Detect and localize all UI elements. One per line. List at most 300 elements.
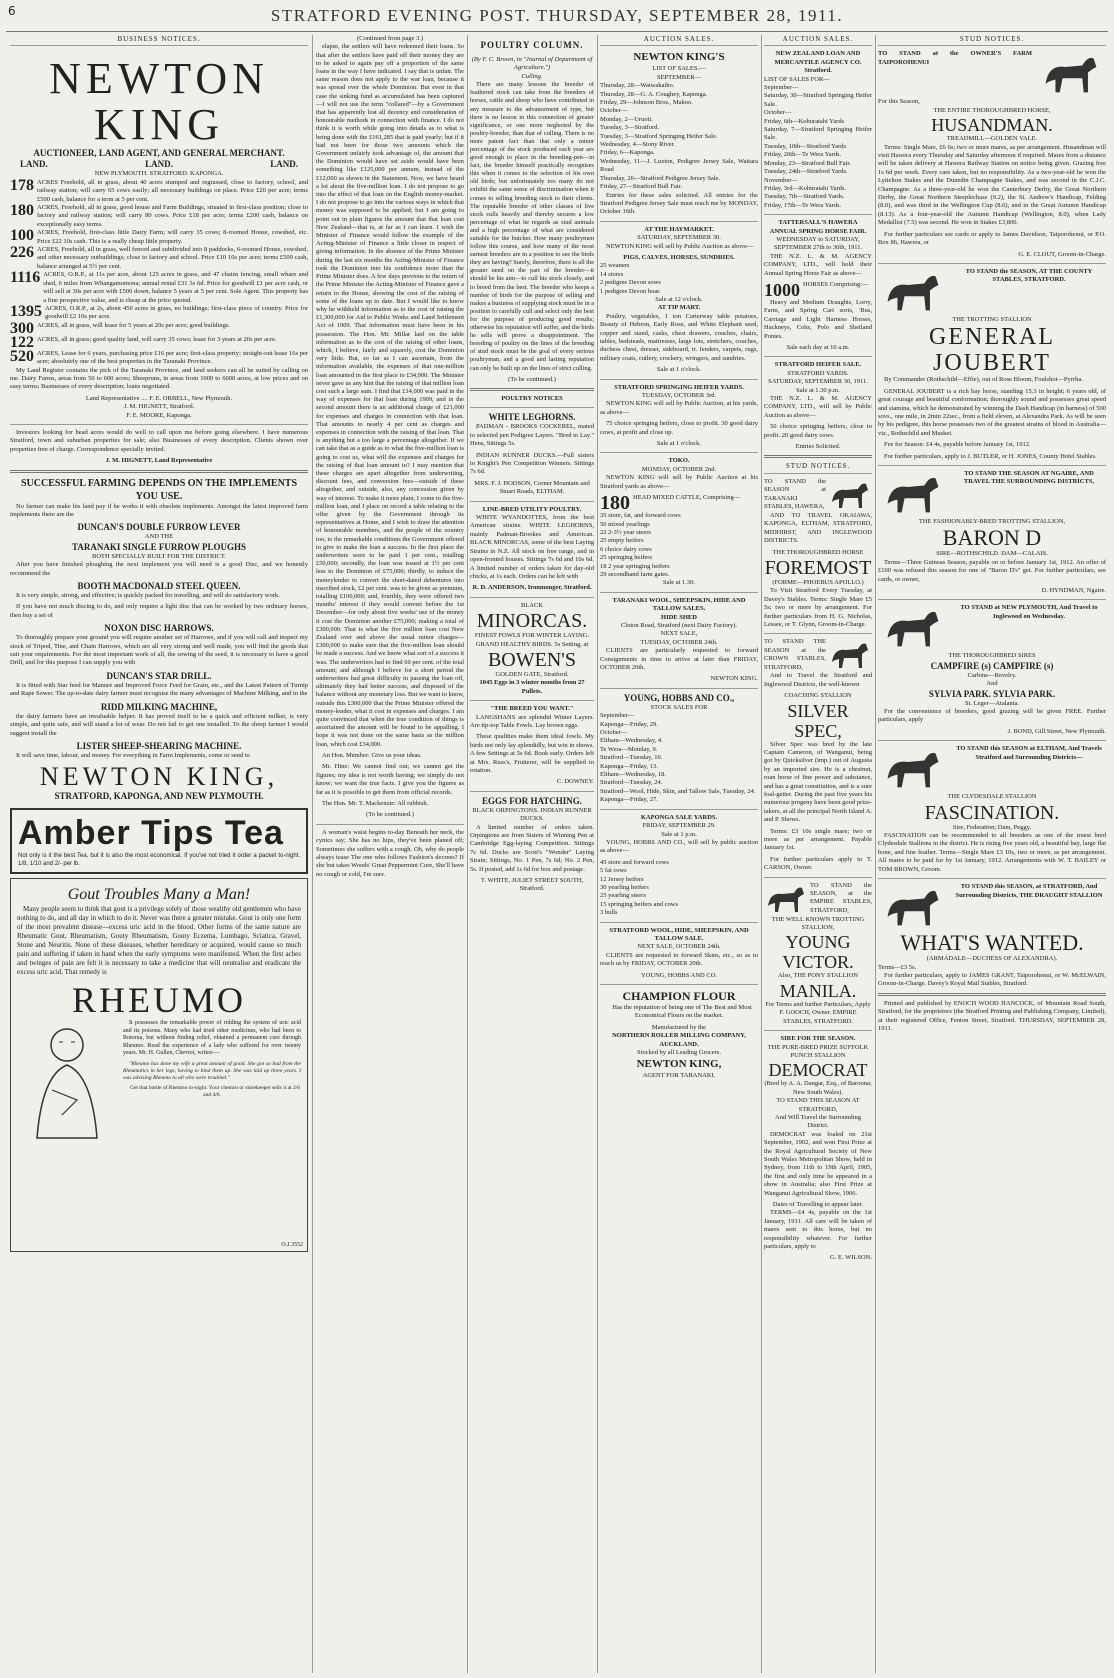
runner-ducks: INDIAN RUNNER DUCKS.—Full sisters to Knight's Pen Competition Winners. Sittings 7s 6d. bbox=[470, 451, 594, 476]
nk-auction: NEWTON KING will sell by Public Auction as above— bbox=[606, 242, 754, 250]
bowens-sub: GOLDEN GATE, Stratford. bbox=[495, 670, 569, 678]
land-label: LAND. bbox=[20, 159, 48, 170]
cattle-lot bbox=[600, 492, 758, 515]
sept-label: SEPTEMBER— bbox=[656, 73, 702, 81]
gout-text: Many people seem to think that gout is a privilege solely of those wealthy old gentlemen who have nothing to do, and all day in which to do it. Never was there a greater mistake. Gout is only one form of the most prevalent disease—excess uric acid in the blood. Other forms of the same nature are Rheumatic Gout, Rheumatism, Gouty Rheumatism, Gouty Eczema, Lumbago, Sciatica, Gravel, Stone and Neuritis. None of these diseases, whether hereditary or acquired, would cause so much pain and suffering if taken in hand when the early symptoms were manifested. When the first aches and twinges of pain are felt it is necessary to take a medicine that will neutralise and eradicate the excess uric acid. That remedy is bbox=[17, 905, 301, 977]
horses-label: HORSES Comprising:— bbox=[803, 280, 869, 288]
sales-list bbox=[764, 84, 872, 210]
yh-sales bbox=[600, 721, 758, 805]
cattle-heading: HEAD MIXED CATTLE, Comprising— bbox=[633, 494, 741, 502]
campfire: CAMPFIRE (s) CAMPFIRE (s) bbox=[930, 660, 1054, 671]
whats-sub: (ARMADALE—DUCHESS OF ALEXANDRA). bbox=[926, 955, 1058, 963]
gj-text: GENERAL JOUBERT is a rich bay horse, standing 15.3 in height; 6 years old, of great courage and beautiful conformation; thoroughly sound and possesses great speed and stamina, which he demonstrated by winning the Dash Handicap (in harness) of 500 sovs., one mile, in 2min 22sec., from a field eleven, at Alexandra Park. As will be seen by his pedigree, this horse possesses two of the greatest strains of blood in Australia—viz., Rothschild and Musket. bbox=[878, 387, 1106, 437]
product-text: To thoroughly prepare your ground you will require another set of Harrows, and if you will call and inspect my stock of Tripod, Tine, and Chain Harrows, which are all very strong and well made, you will find the goods that suit your requirements. For the most important work of all, the sowing of the seed, it is necessary to have a good Drill, and for this purpose I can supply you with bbox=[10, 634, 308, 667]
horse-icon bbox=[828, 478, 872, 512]
column-divider bbox=[761, 35, 762, 1673]
next-sale: NEXT SALE, bbox=[660, 630, 698, 638]
swool-next: NEXT SALE, OCTOBER 24th. bbox=[637, 943, 721, 951]
swool-text: CLIENTS are requested to forward Skins, etc., so as to reach us by FRIDAY, OCTOBER 20th. bbox=[600, 951, 758, 968]
stratford-yards: STRATFORD YARDS. bbox=[787, 369, 849, 377]
hide-sub: Cloton Road, Stratford (next Dairy Factory). bbox=[620, 621, 738, 629]
whats-apply: For further particulars, apply to JAMES GRANT, Taiporohenui, or W. McELWAIN, Groom-in-Charge. Davey's Royal Mail Stables, Stratford. bbox=[878, 971, 1106, 988]
sale-time: Sale at 1 o'clock. bbox=[656, 366, 702, 374]
list-item: 25 yearling steers bbox=[600, 892, 646, 900]
lot-description: ACRES, O.R.P., at 11s per acre, about 125 acres in grass, and 47 chains fencing, small whare and shed, 6 miles from Whangamomona; annual rental £31 3s 6d. Price for goodwill £1 per acre cash, or will sell at 30s per acre with £500 down, balance 5 years at 5 per cent. Sole Agent. This property has a fine prospective value, and is cheap at the price quoted. bbox=[43, 271, 308, 304]
list-item: Stratford—Wool, Hide, Skin, and Tallow Sale, Tuesday, 24. bbox=[600, 787, 756, 795]
northern: NORTHERN ROLLER MILLING COMPANY, AUCKLAND. bbox=[612, 1032, 746, 1048]
whats-wanted: WHAT'S WANTED. bbox=[900, 930, 1084, 956]
land-lot bbox=[10, 333, 308, 351]
husandman-sub: TREADMILL—GOLDEN VALE. bbox=[946, 135, 1038, 143]
sylvia-park: SYLVIA PARK. SYLVIA PARK. bbox=[928, 688, 1056, 699]
list-label: LIST OF SALES.— bbox=[652, 65, 706, 73]
product: BOOTH MACDONALD STEEL QUEEN. bbox=[77, 581, 241, 592]
list-item: 25 empty heifers bbox=[600, 537, 644, 545]
product-text: the dairy farmers have an invaluable helper. It has proved itself to be a quick and efficient milker, is very simple, and quite safe, and will stand a lot of wear. Do not fail to get one installed. To the sheep farmer I would suggest install the bbox=[10, 712, 308, 737]
baron-sub: SIRE—ROTHSCHILD. DAM—CALAIS. bbox=[936, 550, 1048, 558]
list-item: 3 bulls bbox=[600, 909, 618, 917]
masthead-rule bbox=[6, 31, 1108, 32]
poultry-heading: POULTRY COLUMN. bbox=[480, 40, 584, 50]
investors-text: Investors looking for head acres would do well to call upon me before going elsewhere. I have numerous Stratford, town and suburban properties for sale; also Businesses of every description. Clients shown over properties free of charge. Correspondence specially invited. bbox=[10, 428, 308, 453]
fashionably: THE FASHIONABLY-BRED TROTTING STALLION, bbox=[918, 517, 1066, 525]
newton-king: NEWTON KING, bbox=[636, 1058, 722, 1071]
list-item: 12 Jersey heifers bbox=[600, 875, 644, 883]
land-lots bbox=[10, 176, 308, 367]
yh-sub: STOCK SALES FOR bbox=[650, 703, 708, 711]
wilson: G. E. WILSON. bbox=[830, 1254, 872, 1262]
product: DUNCAN'S STAR DRILL. bbox=[106, 670, 212, 681]
coaching: COACHING STALLION bbox=[784, 692, 852, 700]
firm-locations: STRATFORD, KAPONGA, AND NEW PLYMOUTH. bbox=[54, 791, 264, 802]
eggs-sub: BLACK ORPINGTONS. INDIAN RUNNER DUCKS. bbox=[472, 806, 592, 823]
land-lot bbox=[10, 302, 308, 322]
young-hobbs: YOUNG, HOBBS AND CO., bbox=[623, 692, 735, 703]
list-item: Te Wera—Monday, 9. bbox=[600, 745, 658, 753]
foremost-sub: (FORME—PHOEBUS APOLLO.) bbox=[772, 578, 864, 586]
horses-text: Heavy and Medium Draughts, Lorry, Farm, and Spring Cart sorts, 'Bus, Carriage and Light Harness Horses, Hackneys, Cobs, Polo and Shetland Ponies. bbox=[764, 298, 872, 340]
silver-terms: Terms: £3 10s single mare; two or more as per arrangement. Payable January 1st. bbox=[764, 827, 872, 852]
continued-end: (To be continued.) bbox=[366, 811, 414, 819]
land-label: LAND. bbox=[270, 159, 298, 170]
tea-brand: Amber Tips Tea bbox=[18, 814, 284, 853]
tip-text: Poultry, vegetables, 1 ton Carterway table potatoes, Beauty of Hebron, Early Rose, and White Elephant seed, copper and stand, casks, chest drawers, couches, chairs, tables, bedsteads, mattresses, large lots, stretchers, couches, duchess chest, dresser, sideboard, tr. fenders, carpets, rugs, military coats, cutlery, crockery, wringers, and sundries. bbox=[600, 312, 758, 362]
column-divider bbox=[312, 35, 313, 1673]
towns: NEW PLYMOUTH. STRATFORD. KAPONGA. bbox=[94, 170, 224, 178]
thoroughbred: THE THOROUGHBRED HORSE bbox=[772, 548, 864, 556]
hide-shed: HIDE SHED bbox=[661, 613, 697, 621]
general-joubert: GENERAL JOUBERT bbox=[929, 324, 1055, 377]
list-item: Friday, 3rd—Kohuratahi Yards. bbox=[764, 184, 847, 192]
amber-tips-tea-ad bbox=[10, 808, 308, 874]
hodson: MRS. F. J. HODSON, Corner Mountain and Stuart Roads, ELTHAM. bbox=[474, 479, 590, 496]
nk-auction: NEWTON KING will sell by Public Auction at his Stratford yards as above— bbox=[600, 474, 758, 490]
new-plymouth: TO STAND at NEW PLYMOUTH, And Travel to Inglewood on Wednesday. bbox=[960, 604, 1098, 620]
yh-sig: YOUNG, HOBBS AND CO. bbox=[640, 971, 718, 979]
pigs-heading: PIGS, CALVES, HORSES, SUNDRIES. bbox=[623, 253, 735, 261]
lot-acres: 122 bbox=[10, 333, 34, 351]
column-auction-stud bbox=[764, 35, 872, 1673]
list-item: Eltham—Wednesday, 4. bbox=[600, 737, 663, 745]
yh-auction: YOUNG, HOBBS AND CO., will sell by public auction as above— bbox=[600, 838, 758, 855]
gout-title: Gout Troubles Many a Man! bbox=[67, 886, 251, 904]
horse-icon bbox=[1036, 50, 1106, 98]
langshans: LANGSHANS are splendid Winter Layers. Are tip-top Table Fowls. Lay brown eggs. bbox=[470, 713, 594, 729]
democrat: DEMOCRAT bbox=[768, 1060, 868, 1081]
champion-flour: CHAMPION FLOUR bbox=[622, 989, 736, 1003]
owner-farm: TO STAND at the OWNER'S FARM TAIPOROHENUI bbox=[878, 50, 1032, 66]
list-item: 6 choice dairy cows bbox=[600, 545, 652, 553]
downey: C. DOWNEY. bbox=[556, 778, 594, 786]
baron-text: Terms—Three Guineas Season, payable on or before January 1st, 1912. An offer of £100 was refused this season for one of "Baron D's" get. For further particulars, see cards, or owner, bbox=[878, 558, 1106, 583]
lot-acres: 226 bbox=[10, 244, 34, 262]
horse-icon bbox=[764, 882, 808, 916]
list-item: Monday, 2—Uruoti. bbox=[600, 115, 653, 123]
and-text: AND THE bbox=[144, 533, 174, 541]
kaponga-sale: Sale at 1 p.m. bbox=[661, 830, 697, 838]
eggs-for-hatching: EGGS FOR HATCHING. bbox=[481, 795, 583, 806]
poultry-notices: POULTRY NOTICES bbox=[501, 395, 563, 402]
manila-text: For Terms and further Particulars, Apply bbox=[765, 1000, 871, 1008]
eggs-record: 1045 Eggs in 3 winter months from 27 Pullets. bbox=[479, 679, 585, 695]
champion-text: Has the reputation of being one of The Best and Most Economical Flours on the market. bbox=[612, 1004, 752, 1020]
product: NOXON DISC HARROWS. bbox=[104, 623, 214, 634]
list-item: Saturday, 7—Stratford Springing Heifer Sale. bbox=[764, 126, 872, 142]
list-item: November— bbox=[764, 176, 798, 184]
column-stud-notices bbox=[878, 35, 1106, 1673]
horse-icon bbox=[878, 470, 948, 518]
land-register: My Land Register contains the pick of the Taranaki Province, and land seekers can all be suited by calling on me. Dairy Farms, areas from 50 to 600 acres; Sheepruns, in areas from 1000 to 6000 acres, at low prices and on easy terms; Businesses of every description; loans negotiated. bbox=[10, 366, 308, 391]
reply: Mr. Hine: We cannot find out; we cannot get the figures; my idea is not worth having; we simply do not know; we want the true facts. I give you the figures as far as it is possible to get them from official records. bbox=[316, 763, 464, 796]
husandman-text: Terms: Single Mare, £6 6s; two or more mares, as per arrangement. Husandman will visit Hawera every Thursday and Saturday afternoon if required. Mares from a distance will be taken delivery at Hawera Railway Station on notice being given. Grazing free 1s 6d per week. Every care taken, but no responsibility. As a two-year-old he won the Lyttelton Stakes and the Dunedin Champagne Stakes, and was second in the C.J.C. Champagne. As a three-year-old he won the Canterbury Derby, the Great Northern Derby, the Great Northern Steeplechase (9.2), the St. Andrew's Handicap, Felding (8.0), and was third in the Wellington Cup (8.6), and in the Great Autumn Handicap (8.13). As a four-year-old the Autumn Handicap (Wellington, 8.0), when Lady Medallist (7.5) was second. He won in Stakes £3,800. bbox=[878, 143, 1106, 227]
product: TARANAKI SINGLE FURROW PLOUGHS bbox=[72, 541, 246, 552]
poultry-text: There are many lessons the breeder of feathered stock can take from the breeders of horses, cattle and sheep who have contributed in any measure to the advancement of type, but there is no lesson in this connection of greater significance, or one more neglected by the poultry-breeder, than that of culling. There is no more patent fact than that only a minor percentage of the stock produced each year are good enough to place in the breeding-pen—in fact, the breeder himself practically recognises this when it comes to the selection of his own old birds; but unfortunately too many do not exhibit the same sense of discrimination when it comes to selling breeding stock to their clients. The reputable breeder of other classes of live stock culls heavily and thereby secures a low percentage of what he regards as stud animals and a high percentage of what are considered suitable for the butcher. How many poultrymen follow this course, and how many of the most earnest breeders are in a position to see the birds they are having? Surely, therefore, there is all the greater need on the part of the breeder—it should be his aim—to cull his stock closely, and to breed from the best. The breeder who keeps a number of birds for the purpose of selling and makes a business of supplying stock must be in a position to carefully cull and select only the best for the purpose of producing good results; otherwise his reputation will suffer, and the birds he sells will prove a disappointment. The breeding of poultry on the lines of the breeding of stud stock must be the goal of every serious poultryman, and a good and lasting reputation can only be built up on the lines of strict culling. bbox=[470, 81, 594, 372]
nz-loan: NEW ZEALAND LOAN AND MERCANTILE AGENCY CO. Stratford. bbox=[774, 50, 862, 75]
section-header: BUSINESS NOTICES. bbox=[10, 35, 308, 46]
gj-by: By Commander (Rothschild—Effie), out of Rose Bloom, Foulshot—Pyrrha. bbox=[884, 376, 1083, 384]
leghorns-text: PADMAN - BROOKS COCKEREL, mated to selected pen Pedigree Layers. "Bred to Lay." Hens, Sittings 5s. bbox=[470, 423, 594, 448]
man-illustration-icon bbox=[17, 1020, 117, 1140]
tip-mart: AT TIP MART. bbox=[657, 304, 701, 312]
gj-apply: For further particulars, apply to J. BUTLER, or H. JONES, County Hotel Stables. bbox=[884, 452, 1097, 460]
lot-description: ACRES, Freehold, all in grass, well fenced and subdivided into 8 paddocks, 6-roomed House, cowshed, and other necessary outbuildings; close to factory and school. Price £10 10s per acre; terms £500 cash, balance arranged at 5½ per cent. bbox=[37, 246, 308, 270]
land-lot bbox=[10, 271, 308, 305]
cattle-count: 180 bbox=[600, 492, 630, 515]
section-header: AUCTION SALES. bbox=[600, 35, 758, 46]
fascination-sire: Sire, Federation; Dam, Peggy. bbox=[952, 823, 1032, 831]
democrat-bred: (Bred by A. A. Dangar, Esq., of Baroona; New South Wales). bbox=[764, 1080, 872, 1096]
lot-acres: 1116 bbox=[10, 269, 41, 287]
list-item: Kaponga—Friday, 13. bbox=[600, 762, 658, 770]
list-item: Saturday, 30—Stratford Springing Heifer Sale. bbox=[764, 92, 872, 108]
nk-auction: NEWTON KING will sell by Public Auction, at his yards, as above— bbox=[600, 400, 758, 416]
sale-time: Sale at 12 o'clock. bbox=[655, 295, 703, 303]
list-item: 45 store and forward cows bbox=[600, 858, 669, 866]
breed-heading: "THE BREED YOU WANT." bbox=[490, 705, 574, 713]
list-item: Stratford—Tuesday, 10. bbox=[600, 754, 663, 762]
verse: A woman's waist begins to-day Beneath her neck, the cynics say; She has no hips, they've been planed off; Sometimes she suffers with a cough. Oh, why do people always tease The one who follows Fashion's decrees? If she but takes Woods' Great Peppermint Cure, She'll have no cough or cold, I'm sure. bbox=[316, 828, 464, 878]
list-item: Tuesday, 7th—Stratford Yards. bbox=[764, 193, 845, 201]
list-item: October— bbox=[600, 729, 628, 737]
also-pony: Also, THE PONY STALLION bbox=[777, 972, 858, 980]
land-lot bbox=[10, 204, 308, 229]
list-item: September— bbox=[764, 84, 799, 92]
list-item: Thursday, 28—Waiwakaiho. bbox=[600, 82, 675, 90]
list-item: Wednesday, 4—Stony River. bbox=[600, 141, 675, 149]
list-item: 29 secondhand farm gates. bbox=[600, 570, 670, 578]
page-number: 6 bbox=[8, 4, 16, 18]
list-item: Friday, 29—Johnson Bros., Makoo. bbox=[600, 99, 693, 107]
sale-time: Sale at 1.30. bbox=[662, 579, 696, 587]
list-item: Friday, 6th—Kohuratahi Yards bbox=[764, 117, 845, 125]
tattersalls: TATTERSALL'S HAWERA bbox=[778, 219, 858, 227]
column-divider bbox=[467, 35, 468, 1673]
yh-stock bbox=[600, 859, 758, 918]
list-item: 35 store, fat, and forward cows bbox=[600, 512, 681, 520]
list-item: Friday, 27—Stratford Bull Fair. bbox=[600, 183, 683, 191]
horse-icon bbox=[878, 604, 948, 652]
manufactured: Manufactured by the bbox=[651, 1023, 707, 1031]
product-sub: BOTH SPECIALLY BUILT FOR THE DISTRICT. bbox=[92, 552, 226, 560]
continued: (To be continued.) bbox=[508, 375, 556, 383]
rheumo-text: It possesses the remarkable power of ridding the system of uric acid and its poisons. Many who had tried other medicines, who had been to Rotorua, but without finding relief, obtained a permanent cure through Rheumo. Read the experience of a lady who suffered for over twenty years. Mr. H. Gullen, Cheviot, writes:— bbox=[123, 1020, 301, 1057]
lot-acres: 300 bbox=[10, 319, 34, 337]
trotting: THE TROTTING STALLION bbox=[952, 315, 1032, 323]
list-item: Friday, 6—Kaponga. bbox=[600, 149, 655, 157]
stratford-wool: STRATFORD WOOL, HIDE, SHEEPSKIN, AND TALLOW SALE. bbox=[609, 926, 749, 942]
silver-text: Silver Spec was bred by the late Captain Cameron, of Wanganui, being got by Quicksilver (imp.) out of Augusta by an imported sire. He is a chestnut, roan horse of fine power and substance, and has a great constitution, and is a sure foal-getter. During the past five years his numerous progeny have been good prize-takers, at all the principal North Island A. and P. Shows. bbox=[764, 740, 872, 824]
democrat-travel: And Will Travel the Surrounding District. bbox=[775, 1113, 861, 1130]
rep: Land Representative .... F. E. ORBELL, New Plymouth. bbox=[85, 394, 233, 402]
list-item: 25 springing heifers bbox=[600, 554, 652, 562]
lot-description: ACRES, O.R.P., at 2s, about 450 acres in grass, no buildings; first-class piece of country. Price for goodwill £2 10s per acre. bbox=[45, 304, 308, 321]
line-bred-text: WHITE WYANDOTTES, from the best American strains. WHITE LEGHORNS, mainly Padman-Brookes and American. BLACK MINORCAS, some of the best Laying Strains in N.Z. All stock on free range, and in open-fronted houses. Sittings 7s 6d and 10s 6d. A limited number of orders taken for day-old chicks, at 1s each. Orders can be left with bbox=[470, 514, 594, 580]
land-lot bbox=[10, 176, 308, 204]
lot-acres: 100 bbox=[10, 227, 34, 245]
clydesdale: THE CLYDESDALE STALLION bbox=[947, 793, 1037, 801]
rep: F. E. MOORE, Kaponga. bbox=[126, 411, 192, 419]
list-item: 2 pedigree Devon sows bbox=[600, 279, 661, 287]
langshans-qual: These qualities make them ideal fowls. My birds not only lay splendidly, but win in shows. A few Settings at 5s 6d. Book early. Orders left at Mrs. Russ's, Fruiterer, will be supplied in rotation. bbox=[470, 733, 594, 774]
young-victor: YOUNG VICTOR. bbox=[782, 932, 854, 973]
pure-bred: THE PURE-BRED PRIZE SUFFOLK PUNCH STALLION bbox=[767, 1043, 869, 1059]
gj-fee: Fee for Season: £4 4s, payable before January 1st, 1912. bbox=[884, 441, 1031, 449]
minorcas: MINORCAS. bbox=[476, 610, 588, 633]
foremost: FOREMOST bbox=[764, 556, 872, 579]
baron-d: BARON D bbox=[942, 525, 1042, 551]
foremost-text: To Visit Stratford Every Tuesday, at Davey's Stables. Terms: Single Mare £5 5s; two or more by arrangement. For further particulars from H. G. Nicholas, Lessee, or T. Glynn, Groom-in-Charge. bbox=[764, 587, 872, 628]
list-item: Eltham—Wednesday, 18. bbox=[600, 771, 667, 779]
list-item: Stratford—Tuesday, 24. bbox=[600, 779, 663, 787]
season: For this Season, bbox=[878, 98, 920, 106]
sy-date: SATURDAY, SEPTEMBER 30, 1911. bbox=[768, 378, 868, 386]
column-divider bbox=[597, 35, 598, 1673]
rheumo-brand: RHEUMO bbox=[71, 980, 246, 1021]
nk-sales: NEWTON KING'S bbox=[633, 51, 725, 64]
minorcas-sub: FINEST FOWLS FOR WINTER LAYING. GRAND HEALTHY BIRDS. 5s Setting, at bbox=[474, 632, 590, 648]
column-business-notices bbox=[10, 35, 308, 1673]
lot-description: ACRES, all in grass; good quality land, will carry 35 cows; lease for 3 years at 20s per acre. bbox=[37, 335, 277, 343]
lot-acres: 180 bbox=[10, 202, 34, 220]
farming-heading: SUCCESSFUL FARMING DEPENDS ON THE IMPLEMENTS YOU USE. bbox=[20, 477, 298, 502]
haymarket-date: SATURDAY, SEPTEMBER 30. bbox=[637, 234, 721, 242]
land-lot bbox=[10, 319, 308, 337]
nzlm2-text: THE N.Z. L. & M. AGENCY COMPANY, LTD., will sell by Public Auction as above— bbox=[764, 395, 872, 419]
culling-heading: Culling. bbox=[521, 72, 543, 80]
entries: Entries Solicited. bbox=[795, 443, 841, 451]
masthead: STRATFORD EVENING POST. THURSDAY, SEPTEMBER 28, 1911. bbox=[270, 6, 844, 25]
rheumo-ad bbox=[10, 878, 308, 1252]
continued-note: (Continued from page 3.) bbox=[356, 35, 424, 42]
democrat-stand: TO STAND THIS SEASON AT STRATFORD, bbox=[776, 1097, 860, 1113]
sale-time: Sale at 1 o'clock. bbox=[656, 440, 702, 448]
next-date: TUESDAY, OCTOBER 24th. bbox=[640, 638, 718, 646]
list-item: 18 2 year springing heifers bbox=[600, 562, 670, 570]
to-stand: TO STAND the SEASON at TARANAKI STABLES, HAWERA, bbox=[764, 477, 826, 511]
list-item: Kaponga—Friday, 29. bbox=[600, 720, 658, 728]
firm-subtitle: AUCTIONEER, LAND AGENT, AND GENERAL MERCHANT. bbox=[33, 148, 285, 159]
interjection: An Hon. Member: Give us your ideas. bbox=[322, 751, 422, 759]
section-header: AUCTION SALES. bbox=[764, 35, 872, 46]
horse-icon bbox=[878, 883, 948, 931]
anderson: R. D. ANDERSON, Ironmonger, Stratford. bbox=[472, 584, 592, 592]
product: DUNCAN'S DOUBLE FURROW LEVER bbox=[77, 522, 241, 533]
list-item: Thursday, 28—G. A. Coughey, Kaponga. bbox=[600, 90, 708, 98]
lot-description: ACRES, all in grass, will lease for 5 years at 20s per acre; good buildings. bbox=[37, 321, 230, 329]
carson: For further particulars apply to T. CARSON, Owner. bbox=[764, 855, 872, 872]
stud-notices: STUD NOTICES. bbox=[764, 462, 872, 473]
rheumo-buy: Get that bottle of Rheumo to-night. Your chemist or storekeeper sells it at 2/6 and 4/6. bbox=[129, 1084, 300, 1098]
entire: THE ENTIRE THOROUGHBRED HORSE, bbox=[933, 106, 1051, 114]
ad-code: O.J.3552 bbox=[281, 1241, 303, 1248]
column-divider bbox=[875, 35, 876, 1673]
white-leghorns: WHITE LEGHORNS. bbox=[488, 412, 576, 423]
list-item: 30 yearling heifers bbox=[600, 883, 649, 891]
horse-icon bbox=[878, 268, 948, 316]
section-header: STUD NOTICES. bbox=[878, 35, 1106, 46]
sales-list bbox=[600, 82, 758, 191]
kaponga-yards: KAPONGA SALE YARDS. bbox=[640, 813, 718, 821]
heifer-yards: STRATFORD SPRINGING HEIFER YARDS. bbox=[614, 383, 744, 391]
product-text: After you have finished ploughing the next implement you will need is a good Disc, and we honestly recommend the bbox=[10, 561, 308, 577]
agent: AGENT FOR TARANAKI. bbox=[642, 1072, 716, 1080]
nzlm-text: THE N.Z. L. & M. AGENCY COMPANY, LTD., will hold their Annual Spring Horse Fair as above— bbox=[764, 252, 872, 277]
column-parliament-report bbox=[316, 35, 464, 1673]
yh-sept: September— bbox=[600, 712, 635, 720]
bowens: BOWEN'S bbox=[487, 648, 577, 671]
eltham: TO STAND this SEASON at ELTHAM, And Travels Stratford and Surrounding Districts— bbox=[956, 745, 1102, 761]
fair-dates: WEDNESDAY to SATURDAY, SEPTEMBER 27th to 30th, 1911. bbox=[773, 235, 863, 252]
product: LISTER SHEEP-SHEARING MACHINE. bbox=[76, 740, 242, 751]
lot-description: ACRES, Lease for 6 years, purchasing price £16 per acre; first-class property; straight-out lease 16s per acre; absolutely one of the best properties in the Taranaki Province. bbox=[37, 349, 308, 366]
bond: J. BOND, Gill Street, New Plymouth. bbox=[1007, 727, 1106, 735]
gooch: F. GOOCH, Owner. EMPIRE STABLES, STRATFORD. bbox=[779, 1009, 857, 1025]
empire-stables: TO STAND the SEASON, at the EMPIRE STABLES, STRATFORD, bbox=[810, 881, 872, 914]
cattle-list bbox=[600, 512, 758, 579]
list-item: 50 mixed yearlings bbox=[600, 520, 650, 528]
firm-name: NEWTON KING bbox=[49, 54, 269, 150]
land-lot bbox=[10, 229, 308, 246]
list-label: LIST OF SALES FOR— bbox=[764, 75, 830, 83]
byline: (By F. C. Brown, in "Journal of Department of Agriculture.") bbox=[471, 56, 593, 72]
list-item: Friday, 20th—Te Wera Yards. bbox=[764, 151, 842, 159]
manila: MANILA. bbox=[779, 980, 857, 1001]
sylvia-text: For the convenience of breeders, good grazing will be given FREE. Further particulars, apply bbox=[878, 708, 1106, 724]
list-item: Wednesday, 11—J. Luxton, Pedigree Jersey Sale, Waitara Road bbox=[600, 157, 758, 174]
crown-text: And to Travel the Stratford and Inglewood Districts, the well-known bbox=[764, 672, 872, 688]
county-stables: TO STAND the SEASON, AT THE COUNTY STABLES, STRATFORD. bbox=[965, 267, 1093, 284]
fascination-text: FASCINATION can be recommended to all breeders as one of the truest bred Clydesdale Stallions in the district. He is rising five years old, a beautiful bay, large flat bone, and fine feather. Terms—Single Mare £3 10s, two or more, as per arrangement. All mares to be paid for by 1st January, 1912. Arrangements with W. T. BAILEY or TOM BROWN, Groom. bbox=[878, 832, 1106, 873]
black-label: BLACK bbox=[520, 601, 544, 609]
list-item: 14 stores bbox=[600, 270, 624, 278]
signature: J. M. HIGNETT, Land Representative bbox=[105, 457, 213, 465]
list-item: October— bbox=[764, 109, 792, 117]
list-item: Tuesday, 3—Stratford Springing Heifer Sale. bbox=[600, 132, 718, 140]
whats-terms: Terms—£3 5s. bbox=[878, 963, 917, 971]
horse-fair: ANNUAL SPRING HORSE FAIR. bbox=[769, 227, 867, 235]
haymarket: AT THE HAYMARKET. bbox=[644, 225, 714, 233]
farming-text: No farmer can make his land pay if he works it with obsolete implements. Amongst the latest improved farm implements there are the bbox=[10, 502, 308, 518]
list-item: 25 weaners bbox=[600, 262, 630, 270]
heifer-text: 75 choice springing heifers, close to profit. 30 good dairy cows, at profit and close up. bbox=[600, 420, 758, 436]
list-item: Kaponga—Friday, 27. bbox=[600, 796, 658, 804]
stand-stratford: TO STAND this SEASON, at STRATFORD, And Surrounding Districts, THE DRAUGHT STALLION bbox=[955, 883, 1103, 899]
list-item: Tuesday, 3—Stratford. bbox=[600, 124, 660, 132]
horse-count: 1000 bbox=[764, 279, 800, 300]
carbine: Carbine—Revelry. bbox=[967, 671, 1017, 679]
list-item: October— bbox=[600, 107, 628, 115]
list-item: Tuesday, 10th—Stratford Yards bbox=[764, 142, 847, 150]
heifer-sale: STRATFORD HEIFER SALE. bbox=[774, 361, 862, 369]
land-lot bbox=[10, 347, 308, 367]
heifers-text: 50 choice springing heifers, close to profit. 20 good dairy cows. bbox=[764, 423, 872, 439]
list-item: Friday, 17th—Te Wera Yards. bbox=[764, 201, 842, 209]
list-item: Tuesday, 24th—Stratford Yards. bbox=[764, 168, 848, 176]
nk-sig: NEWTON KING. bbox=[710, 675, 758, 683]
rheumo-quote: "Rheumo has done my wife a great amount of good. She got so bad from the Rheumatics in her legs, having to bind them up. She was laid up three years. I was advising Rheumo to all who were troubled." bbox=[123, 1060, 301, 1081]
lot-description: ACRES Freehold, all in grass, about 40 acres stumped and regrassed, close to factory, school, and railway station; will carry 65 cows easily; all necessary buildings on place. Price £20 per acre; terms £500 cash, balance for a term at 5 per cent. bbox=[37, 178, 308, 203]
list-item: 1 pedigree Devon boar. bbox=[600, 287, 661, 295]
toko-date: MONDAY, OCTOBER 2nd. bbox=[641, 465, 717, 473]
stocked: Stocked by all Leading Grocers. bbox=[637, 1049, 721, 1057]
list-item: Thursday, 26—Stratford Pedigree Jersey Sale. bbox=[600, 174, 721, 182]
line-bred: LINE-BRED UTILITY POULTRY. bbox=[482, 505, 582, 513]
white: T. WHITE, JULIET STREET SOUTH, Stratford. bbox=[480, 877, 584, 893]
lot-description: ACRES, Freehold, all in grass, good house and Farm Buildings, situated in first-class position; close to factory and railway station; will carry 80 cows. Price £18 per acre; terms £200 cash, balance on exceptionally easy terms. bbox=[37, 204, 308, 228]
democrat-text: DEMOCRAT was foaled on 21st September, 1902, and won First Prize at the Royal Agricultural Society of New South Wales Metropolitan Show, held in Sydney, from 11th to 19th April, 1905, the first and only time he appeared in a show in Australia; also First Prize at Wanganui Agricultural Show, 1906. bbox=[764, 1130, 872, 1197]
land-label: LAND. bbox=[145, 159, 173, 170]
lot-acres: 1395 bbox=[10, 302, 42, 320]
crown-stables: TO STAND THE SEASON at the CROWN STABLES, STRATFORD, bbox=[764, 638, 826, 671]
product-text: It is fitted with Star feed for Manure and Improved Force Feed for Grain, etc., and the Latest Pattern of Turnip and Rape Sower. The up-to-date dairy farmer must recognise the many advantages of Machine Milking, and in the bbox=[10, 681, 308, 698]
clout: G. E. CLOUT, Groom-in-Charge. bbox=[1018, 250, 1106, 258]
fascination: FASCINATION. bbox=[924, 801, 1060, 824]
product-text: If you have not much discing to do, and only require a light disc that can be worked by two ordinary horses, then buy a set of bbox=[10, 603, 308, 619]
lot-acres: 178 bbox=[10, 176, 34, 194]
clients-note: CLIENTS are particularly requested to forward Consignments in time to arrive at later than FRIDAY, OCTOBER 20th. bbox=[600, 647, 758, 671]
heifer-date: TUESDAY, OCTOBER 3rd. bbox=[641, 392, 717, 400]
democrat-terms: TERMS—£4 4s, payable on the 1st January, 1911. All care will be taken of mares sent to this horse, but no responsibility whatever. For further particulars, apply to bbox=[764, 1209, 872, 1251]
product-text: It will save time, labour, and money. For everything in Farm Implements, come or send to bbox=[16, 751, 250, 759]
sylvia-sub: St. Leger—Atalanta. bbox=[965, 699, 1019, 707]
list-item: 5 fat cows bbox=[600, 867, 627, 875]
husandman-apply: For further particulars see cards or apply to James Davidson, Taiporohenui, or P.O. Box 86, Hawera, or bbox=[878, 230, 1106, 247]
sale-time: Sale each day at 10 a.m. bbox=[786, 344, 850, 351]
rep: J. M. HIGNETT, Stratford. bbox=[123, 403, 195, 411]
imprint: Printed and published by ENOCH WOOD HANCOCK, of Mountain Road South, Stratford, for the proprietors (the Stratford Printing and Publishing Company, Limited), at their registered Office, Fenton Street, Stratford. THURSDAY, SEPTEMBER 28, 1911. bbox=[878, 999, 1106, 1032]
hyndman: D. HYNDMAN, Ngaire. bbox=[1041, 587, 1106, 594]
land-lot bbox=[10, 246, 308, 271]
